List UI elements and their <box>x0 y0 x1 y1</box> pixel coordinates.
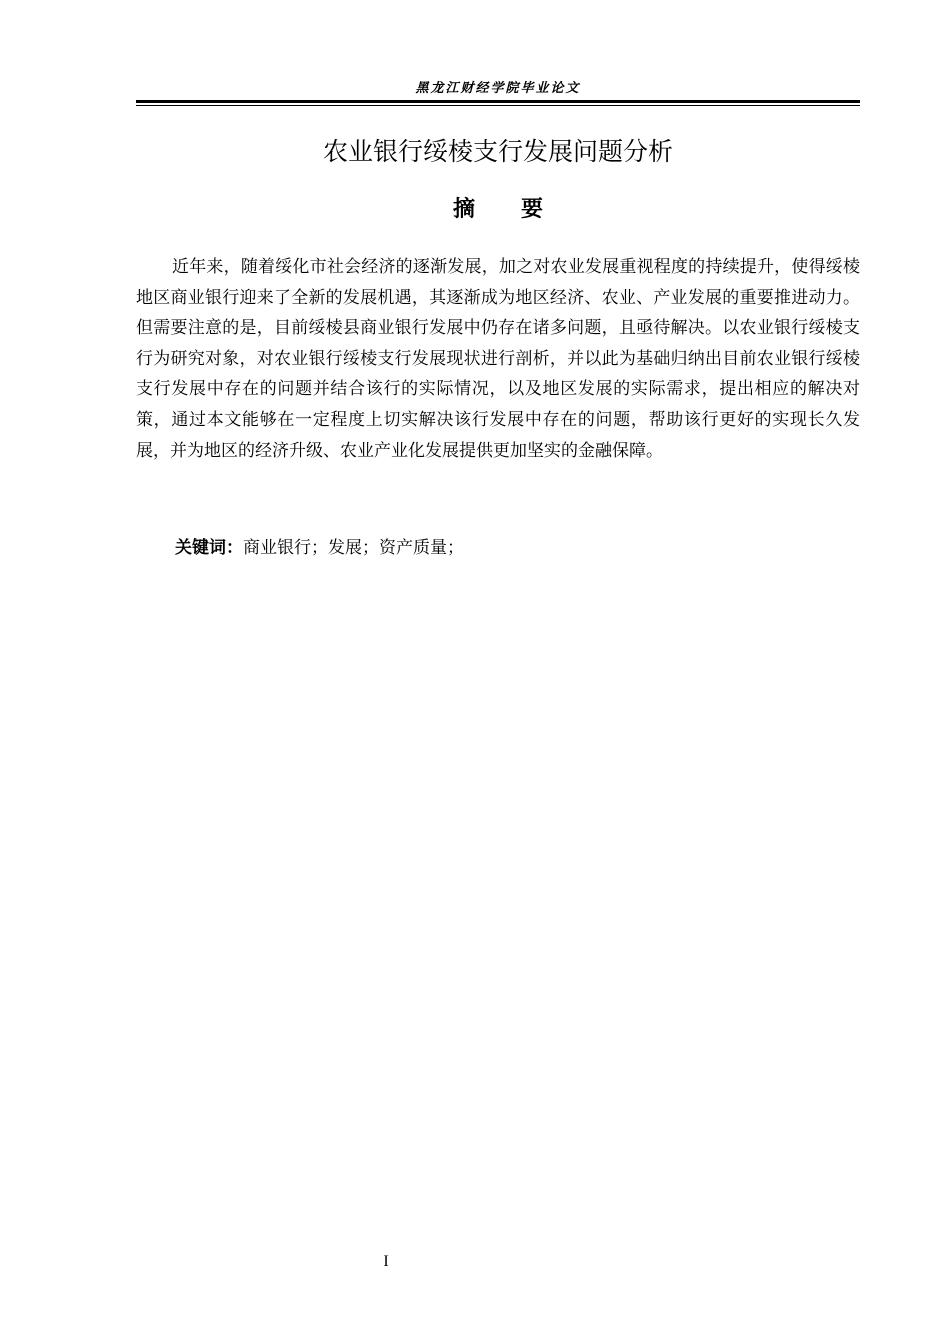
abstract-heading: 摘要 <box>452 197 589 222</box>
header-rule-thin <box>136 105 860 106</box>
keywords-text: 商业银行；发展；资产质量； <box>243 538 464 558</box>
page-number: I <box>383 1253 389 1270</box>
abstract-body: 近年来，随着绥化市社会经济的逐渐发展，加之对农业发展重视程度的持续提升，使得绥棱地区商业银行迎来了全新的发展机遇，其逐渐成为地区经济、农业、产业发展的重要推进动力。但需要注意的是，目前绥棱县商业银行发展中仍存在诸多问题，且亟待解决。以农业银行绥棱支行为研究对象，对农业银行绥棱支行发展现状进行剖析，并以此为基础归纳出目前农业银行绥棱支行发展中存在的问题并结合该行的实际情况，以及地区发展的实际需求，提出相应的解决对策，通过本文能够在一定程度上切实解决该行发展中存在的问题，帮助该行更好的实现长久发展，并为地区的经济升级、农业产业化发展提供更加坚实的金融保障。 <box>136 257 860 461</box>
header-rule-thick <box>136 100 860 103</box>
running-header: 黑龙江财经学院毕业论文 <box>415 81 581 96</box>
keywords-line <box>175 535 860 561</box>
keywords-label: 关键词： <box>175 538 243 558</box>
paper-title: 农业银行绥棱支行发展问题分析 <box>322 137 673 166</box>
